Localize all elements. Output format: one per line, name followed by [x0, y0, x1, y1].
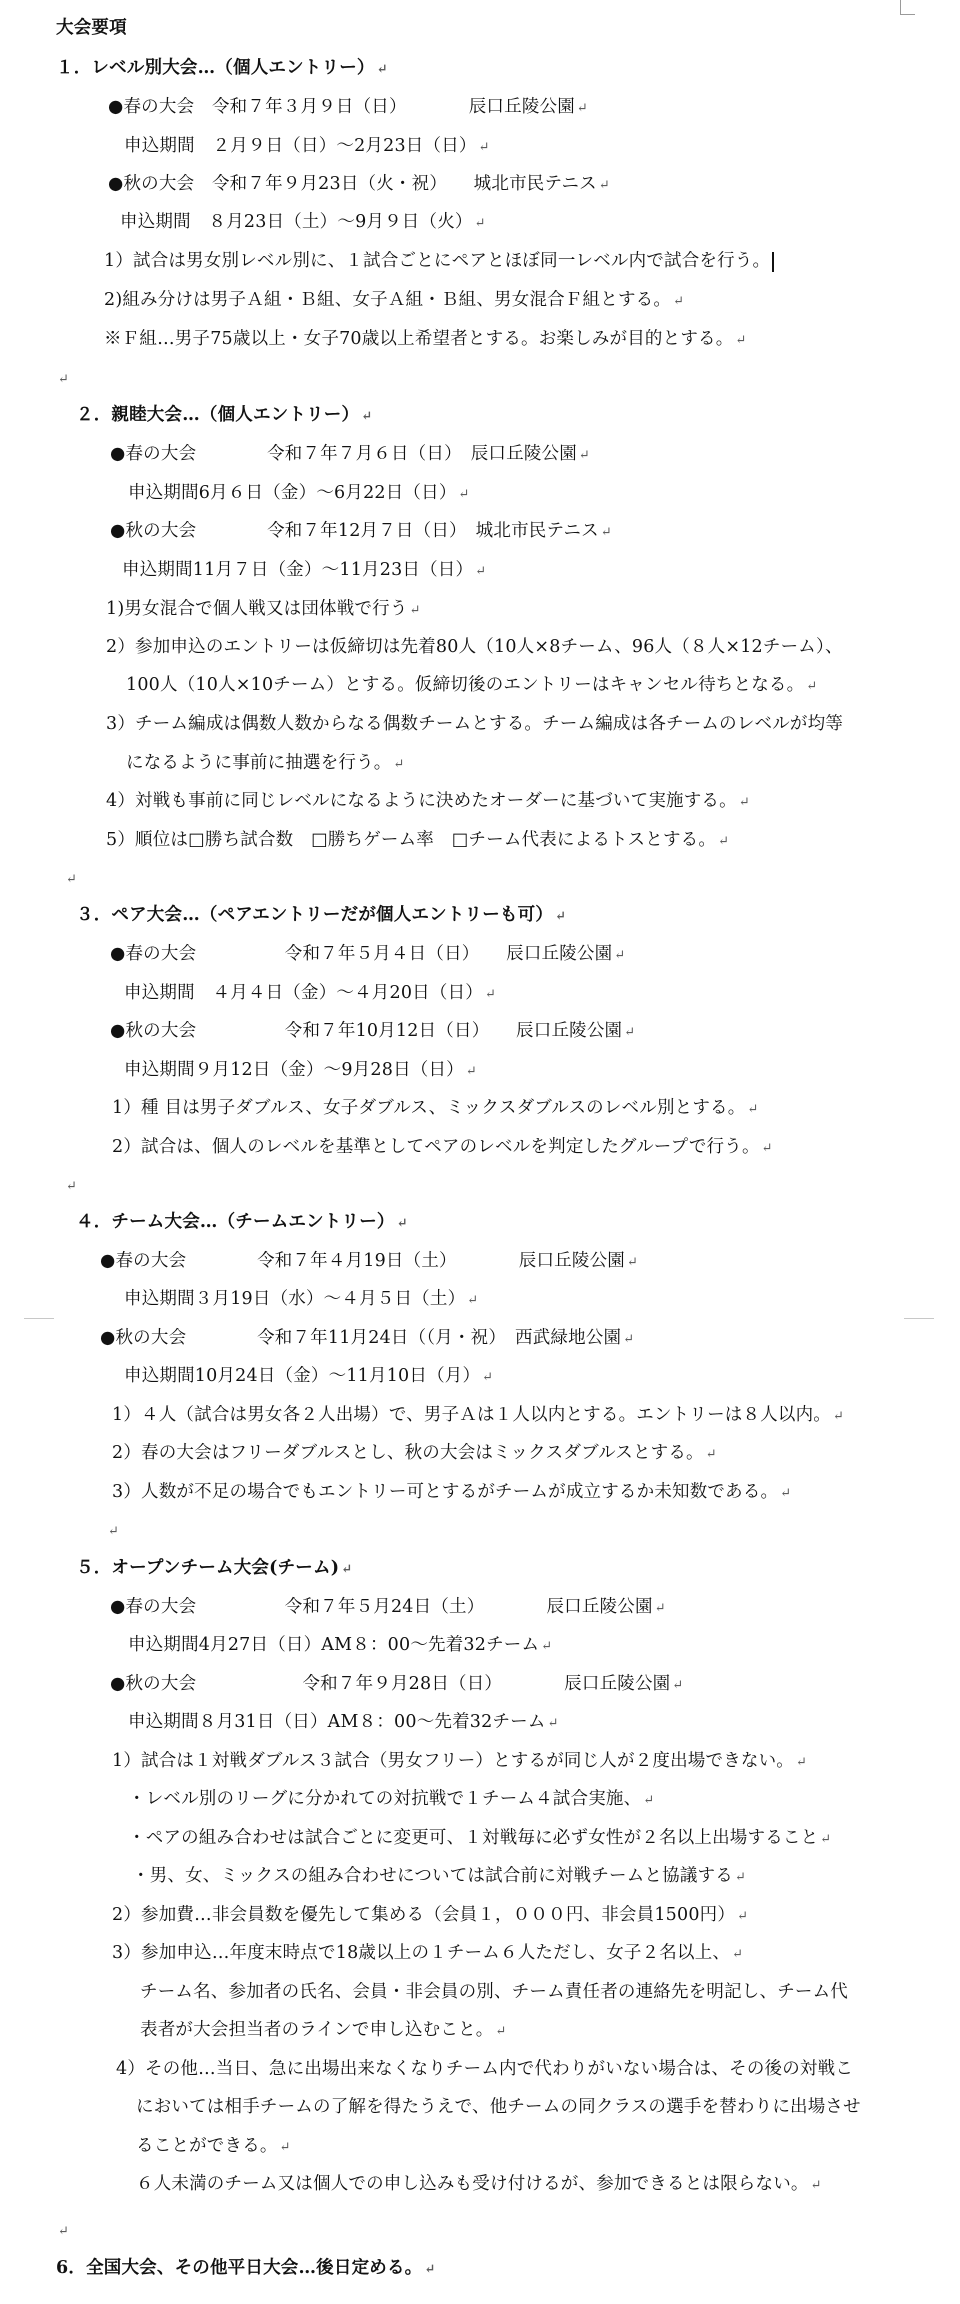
- paragraph-mark-icon: ↵: [341, 1562, 353, 1577]
- line-text: 3）人数が不足の場合でもエントリー可とするがチームが成立するか未知数である。: [112, 1482, 779, 1502]
- text-line: [104, 249, 774, 273]
- section-heading: [76, 403, 372, 429]
- line-text: 1）試合は男女別レベル別に、１試合ごとにペアとほぼ同一レベル内で試合を行う。: [104, 251, 771, 271]
- line-text: 申込期間３月19日（水）〜４月５日（土）: [124, 1289, 466, 1309]
- text-line: [112, 1749, 807, 1775]
- paragraph-mark-icon: ↵: [555, 909, 567, 924]
- line-text: チーム名、参加者の氏名、会員・非会員の別、チーム責任者の連絡先を明記し、チーム代: [140, 1982, 848, 2002]
- text-line: [126, 751, 405, 777]
- line-text: ・ペアの組み合わせは試合ごとに変更可、１対戦毎に必ず女性が２名以上出場すること: [128, 1828, 819, 1848]
- paragraph-mark-icon: ↵: [598, 178, 610, 193]
- line-text: 6．全国大会、その他平日大会…後日定める。: [56, 2258, 423, 2278]
- paragraph-mark-icon: ↵: [495, 2024, 507, 2039]
- line-text: 1)男女混合で個人戦又は団体戦で行う: [106, 599, 408, 619]
- line-text: ６人未満のチーム又は個人での申し込みも受け付けるが、参加できるとは限らない。: [136, 2174, 809, 2194]
- line-text: 2）参加申込のエントリーは仮締切は先着80人（10人×8チーム、96人（８人×12チーム）、: [106, 637, 843, 657]
- text-line: [112, 1480, 791, 1506]
- text-line: [124, 1364, 493, 1390]
- line-text: ●春の大会 令和７年３月９日（日） 辰口丘陵公園: [108, 97, 575, 117]
- text-line: [106, 635, 843, 659]
- paragraph-mark-icon: ↵: [672, 1678, 684, 1693]
- page-break-left: [24, 1318, 54, 1319]
- page-corner-mark-top-right: [900, 0, 915, 15]
- section-heading: [56, 56, 388, 82]
- text-line: [120, 210, 486, 236]
- line-text: １．レベル別大会…（個人エントリー）: [56, 58, 375, 78]
- line-text: ●秋の大会 令和７年12月７日（日） 城北市民テニス: [110, 521, 599, 541]
- paragraph-mark-icon: ↵: [396, 1216, 408, 1231]
- line-text: ●春の大会 令和７年７月６日（日） 辰口丘陵公園: [110, 444, 577, 464]
- text-line: [110, 1019, 635, 1045]
- line-text: ２．親睦大会…（個人エントリー）: [76, 405, 360, 425]
- paragraph-mark-icon: ↵: [66, 872, 78, 887]
- text-line: [124, 981, 496, 1007]
- text-line: [128, 1710, 559, 1736]
- page-break-right: [904, 1318, 934, 1319]
- paragraph-mark-icon: ↵: [732, 1947, 744, 1962]
- text-line: [106, 828, 729, 854]
- line-text: ５．オープンチーム大会(チーム): [76, 1558, 340, 1578]
- text-line: [136, 2134, 291, 2160]
- line-text: 申込期間 ２月９日（日）〜2月23日（日）: [124, 136, 477, 156]
- line-text: 4）その他…当日、急に出場出来なくなりチーム内で代わりがいない場合は、その後の対戦こ: [116, 2059, 854, 2079]
- text-line: [132, 1864, 746, 1890]
- text-line: [104, 288, 684, 314]
- paragraph-mark-icon: ↵: [796, 1755, 808, 1770]
- line-text: 申込期間11月７日（金）〜11月23日（日）: [122, 560, 474, 580]
- line-text: においては相手チームの了解を得たうえで、他チームの同クラスの選手を替わりに出場させ: [136, 2097, 861, 2117]
- empty-paragraph: [106, 1518, 119, 1544]
- paragraph-mark-icon: ↵: [576, 101, 589, 116]
- paragraph-mark-icon: ↵: [376, 62, 388, 77]
- paragraph-mark-icon: ↵: [718, 834, 730, 849]
- text-line: [112, 1941, 743, 1967]
- paragraph-mark-icon: ↵: [58, 2224, 70, 2239]
- paragraph-mark-icon: ↵: [467, 1293, 479, 1308]
- text-line: [136, 2172, 822, 2198]
- text-line: [100, 1326, 634, 1352]
- line-text: 申込期間９月12日（金）〜9月28日（日）: [124, 1060, 464, 1080]
- line-text: ・レベル別のリーグに分かれての対抗戦で１チーム４試合実施、: [128, 1789, 642, 1809]
- paragraph-mark-icon: ↵: [810, 2178, 822, 2193]
- line-text: 5）順位は□勝ち試合数 □勝ちゲーム率 □チーム代表によるトスとする。: [106, 830, 717, 850]
- line-text: 申込期間10月24日（金）〜11月10日（月）: [124, 1366, 481, 1386]
- paragraph-mark-icon: ↵: [600, 525, 612, 540]
- text-line: [124, 1287, 478, 1313]
- text-line: [112, 1403, 844, 1429]
- line-text: 1）種 目は男子ダブルス、女子ダブルス、ミックスダブルスのレベル別とする。: [112, 1098, 746, 1118]
- line-text: 2）試合は、個人のレベルを基準としてペアのレベルを判定したグループで行う。: [112, 1137, 760, 1157]
- paragraph-mark-icon: ↵: [361, 409, 373, 424]
- text-line: [106, 597, 421, 623]
- paragraph-mark-icon: ↵: [66, 1179, 78, 1194]
- text-line: [140, 1980, 848, 2004]
- text-line: [128, 1787, 654, 1813]
- section-heading: [76, 1556, 352, 1582]
- section-heading: [56, 2256, 435, 2282]
- text-line: [110, 519, 612, 545]
- paragraph-mark-icon: ↵: [761, 1141, 773, 1156]
- text-line: [124, 1058, 477, 1084]
- text-line: [122, 558, 486, 584]
- line-text: ３．ペア大会…（ペアエントリーだが個人エントリーも可）: [76, 905, 554, 925]
- line-text: ることができる。: [136, 2136, 278, 2156]
- text-line: [108, 172, 610, 198]
- paragraph-mark-icon: ↵: [279, 2140, 291, 2155]
- line-text: ●春の大会 令和７年５月24日（土） 辰口丘陵公園: [110, 1597, 653, 1617]
- paragraph-mark-icon: ↵: [624, 1025, 636, 1040]
- text-line: [140, 2018, 507, 2044]
- paragraph-mark-icon: ↵: [780, 1486, 792, 1501]
- line-text: 申込期間4月27日（日）AM８：00〜先着32チーム: [128, 1635, 540, 1655]
- paragraph-mark-icon: ↵: [747, 1102, 759, 1117]
- text-line: [112, 1903, 748, 1929]
- text-line: [112, 1135, 773, 1161]
- text-cursor: [772, 252, 774, 272]
- line-text: 2)組み分けは男子Ａ組・Ｂ組、女子Ａ組・Ｂ組、男女混合Ｆ組とする。: [104, 290, 672, 310]
- text-line: [106, 789, 750, 815]
- line-text: ●春の大会 令和７年４月19日（土） 辰口丘陵公園: [100, 1251, 625, 1271]
- paragraph-mark-icon: ↵: [108, 1524, 120, 1539]
- empty-paragraph: [64, 866, 77, 892]
- line-text: 3）参加申込…年度末時点で18歳以上の１チーム６人ただし、女子２名以上、: [112, 1943, 731, 1963]
- line-text: 申込期間6月６日（金）〜6月22日（日）: [128, 483, 457, 503]
- empty-paragraph: [56, 366, 69, 392]
- text-line: [106, 712, 843, 736]
- text-line: [124, 134, 490, 160]
- text-line: [128, 1826, 831, 1852]
- paragraph-mark-icon: ↵: [737, 1909, 749, 1924]
- line-text: ●秋の大会 令和７年９月28日（日） 辰口丘陵公園: [110, 1674, 671, 1694]
- text-line: [128, 1633, 552, 1659]
- section-heading: [76, 1210, 408, 1236]
- line-text: 申込期間８月31日（日）AM８：00〜先着32チーム: [128, 1712, 546, 1732]
- paragraph-mark-icon: ↵: [734, 1870, 747, 1885]
- paragraph-mark-icon: ↵: [614, 948, 626, 963]
- paragraph-mark-icon: ↵: [458, 487, 470, 502]
- line-text: 申込期間 ８月23日（土）〜9月９日（火）: [120, 212, 473, 232]
- text-line: [100, 1249, 638, 1275]
- paragraph-mark-icon: ↵: [474, 216, 486, 231]
- paragraph-mark-icon: ↵: [547, 1716, 559, 1731]
- line-text: 表者が大会担当者のラインで申し込むこと。: [140, 2020, 494, 2040]
- paragraph-mark-icon: ↵: [578, 448, 591, 463]
- paragraph-mark-icon: ↵: [409, 603, 421, 618]
- line-text: ●秋の大会 令和７年10月12日（日） 辰口丘陵公園: [110, 1021, 623, 1041]
- paragraph-mark-icon: ↵: [465, 1064, 477, 1079]
- line-text: ※Ｆ組…男子75歳以上・女子70歳以上希望者とする。お楽しみが目的とする。: [104, 329, 734, 349]
- empty-paragraph: [56, 2218, 69, 2244]
- empty-paragraph: [64, 1173, 77, 1199]
- text-line: [112, 1441, 717, 1467]
- text-line: [104, 327, 747, 353]
- line-text: 1）４人（試合は男女各２人出場）で、男子Ａは１人以内とする。エントリーは８人以内。: [112, 1405, 831, 1425]
- paragraph-mark-icon: ↵: [393, 757, 405, 772]
- text-line: [128, 481, 470, 507]
- text-line: [110, 442, 590, 468]
- paragraph-mark-icon: ↵: [643, 1793, 655, 1808]
- paragraph-mark-icon: ↵: [482, 1370, 494, 1385]
- text-line: [112, 1096, 759, 1122]
- line-text: 2）参加費…非会員数を優先して集める（会員１，０００円、非会員1500円）: [112, 1905, 736, 1925]
- paragraph-mark-icon: ↵: [484, 987, 497, 1002]
- line-text: ・男、女、ミックスの組み合わせについては試合前に対戦チームと協議する: [132, 1866, 733, 1886]
- line-text: になるように事前に抽選を行う。: [126, 753, 392, 773]
- line-text: 100人（10人×10チーム）とする。仮締切後のエントリーはキャンセル待ちとなる。: [126, 675, 805, 695]
- paragraph-mark-icon: ↵: [806, 679, 818, 694]
- line-text: 申込期間 ４月４日（金）〜４月20日（日）: [124, 983, 483, 1003]
- paragraph-mark-icon: ↵: [627, 1255, 639, 1270]
- paragraph-mark-icon: ↵: [820, 1832, 832, 1847]
- paragraph-mark-icon: ↵: [832, 1409, 845, 1424]
- line-text: 4）対戦も事前に同じレベルになるように決めたオーダーに基づいて実施する。: [106, 791, 737, 811]
- paragraph-mark-icon: ↵: [58, 372, 70, 387]
- document-title: 大会要項: [56, 18, 127, 38]
- paragraph-mark-icon: ↵: [541, 1639, 553, 1654]
- paragraph-mark-icon: ↵: [738, 795, 750, 810]
- section-heading: [76, 903, 566, 929]
- line-text: ●秋の大会 令和７年11月24日（（月・祝） 西武緑地公園: [100, 1328, 622, 1348]
- paragraph-mark-icon: ↵: [424, 2262, 436, 2277]
- text-line: [108, 95, 588, 121]
- text-line: [116, 2057, 853, 2081]
- paragraph-mark-icon: ↵: [654, 1601, 666, 1616]
- paragraph-mark-icon: ↵: [673, 294, 685, 309]
- paragraph-mark-icon: ↵: [705, 1447, 717, 1462]
- paragraph-mark-icon: ↵: [478, 140, 490, 155]
- text-line: [110, 942, 625, 968]
- text-line: [136, 2095, 861, 2119]
- paragraph-mark-icon: ↵: [475, 564, 487, 579]
- text-line: [126, 673, 817, 699]
- line-text: 3）チーム編成は偶数人数からなる偶数チームとする。チーム編成は各チームのレベルが均等: [106, 714, 844, 734]
- paragraph-mark-icon: ↵: [735, 333, 747, 348]
- line-text: 2）春の大会はフリーダブルスとし、秋の大会はミックスダブルスとする。: [112, 1443, 704, 1463]
- text-line: [110, 1595, 666, 1621]
- paragraph-mark-icon: ↵: [623, 1332, 635, 1347]
- line-text: ４．チーム大会…（チームエントリー）: [76, 1212, 395, 1232]
- text-line: [110, 1672, 683, 1698]
- line-text: ●秋の大会 令和７年９月23日（火・祝） 城北市民テニス: [108, 174, 597, 194]
- line-text: ●春の大会 令和７年５月４日（日） 辰口丘陵公園: [110, 944, 613, 964]
- line-text: 1）試合は１対戦ダブルス３試合（男女フリー）とするが同じ人が２度出場できない。: [112, 1751, 795, 1771]
